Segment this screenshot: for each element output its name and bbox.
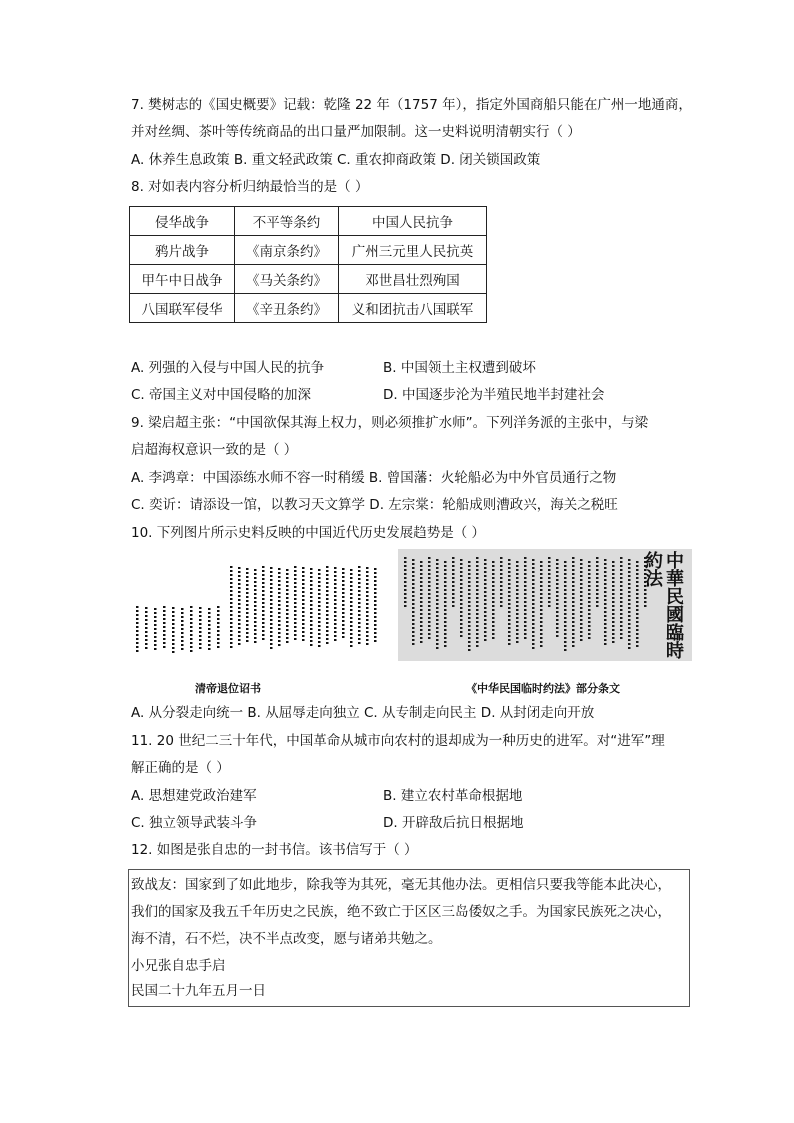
q7-options: A. 休养生息政策 B. 重文轻武政策 C. 重农抑商政策 D. 闭关锁国政策 (131, 152, 541, 168)
q11-option-c: C. 独立领导武装斗争 (131, 815, 258, 831)
q8-option-d: D. 中国逐步沦为半殖民地半封建社会 (383, 387, 605, 403)
qing-abdication-edict-image (130, 556, 392, 664)
letter-signature: 小兄张自忠手启 (131, 958, 226, 974)
table-cell: 八国联军侵华 (130, 294, 235, 323)
q11-option-d: D. 开辟敌后抗日根据地 (383, 815, 524, 831)
q10-options: A. 从分裂走向统一 B. 从屈辱走向独立 C. 从专制走向民主 D. 从封闭走向开放 (131, 705, 595, 721)
table-cell: 甲午中日战争 (130, 265, 235, 294)
q7-stem-line1: 7. 樊树志的《国史概要》记载：乾隆 22 年（1757 年），指定外国商船只能在广州一地通商， (131, 97, 692, 113)
q8-option-a: A. 列强的入侵与中国人民的抗争 (131, 360, 325, 376)
table-cell: 邓世昌壮烈殉国 (339, 265, 487, 294)
q9-options-cd: C. 奕䜣：请添设一馆，以教习天文算学 D. 左宗棠：轮船成则漕政兴，海关之税旺 (131, 497, 618, 513)
table-header-cell: 不平等条约 (235, 207, 339, 236)
q9-options-ab: A. 李鸿章：中国添练水师不容一时稍缓 B. 曾国藩：火轮船必为中外官员通行之物 (131, 470, 617, 486)
q11-stem-line2: 解正确的是（ ） (131, 760, 230, 776)
q9-stem-line2: 启超海权意识一致的是（ ） (131, 442, 298, 458)
provisional-constitution-image (398, 549, 692, 661)
table-cell: 《辛丑条约》 (235, 294, 339, 323)
q8-option-c: C. 帝国主义对中国侵略的加深 (131, 387, 312, 403)
table-cell: 《马关条约》 (235, 265, 339, 294)
table-cell: 广州三元里人民抗英 (339, 236, 487, 265)
table-cell: 鸦片战争 (130, 236, 235, 265)
letter-date: 民国二十九年五月一日 (131, 983, 266, 999)
table-cell: 《南京条约》 (235, 236, 339, 265)
letter-line: 海不清，石不烂，决不半点改变，愿与诸弟共勉之。 (131, 931, 442, 947)
q12-stem: 12. 如图是张自忠的一封书信。该书信写于（ ） (131, 842, 418, 858)
table-row (130, 265, 487, 294)
table-header-cell: 中国人民抗争 (339, 207, 487, 236)
provisional-constitution-title: 中華民國臨時約法 (642, 551, 684, 659)
q7-stem-line2: 并对丝绸、茶叶等传统商品的出口量严加限制。这一史料说明清朝实行（ ） (131, 124, 581, 140)
q10-stem: 10. 下列图片所示史料反映的中国近代历史发展趋势是（ ） (131, 525, 486, 541)
zhang-zizhong-letter-box (128, 869, 690, 1007)
table-cell: 义和团抗击八国联军 (339, 294, 487, 323)
caption-qing-abdication: 清帝退位诏书 (195, 682, 261, 695)
letter-line: 我们的国家及我五千年历史之民族，绝不致亡于区区三岛倭奴之手。为国家民族死之决心， (131, 904, 671, 920)
q11-option-b: B. 建立农村革命根据地 (383, 788, 523, 804)
q9-stem-line1: 9. 梁启超主张：“中国欲保其海上权力，则必须推扩水师”。下列洋务派的主张中，与梁 (131, 415, 649, 431)
q8-stem: 8. 对如表内容分析归纳最恰当的是（ ） (131, 179, 369, 195)
table-row (130, 236, 487, 265)
table-header-row (130, 207, 487, 236)
q8-option-b: B. 中国领土主权遭到破坏 (383, 360, 536, 376)
q11-stem-line1: 11. 20 世纪二三十年代，中国革命从城市向农村的退却成为一种历史的进军。对“进军”理 (131, 733, 665, 749)
letter-line: 致战友：国家到了如此地步，除我等为其死，毫无其他办法。更相信只要我等能本此决心， (131, 877, 671, 893)
table-row (130, 294, 487, 323)
q11-option-a: A. 思想建党政治建军 (131, 788, 257, 804)
qing-abdication-edict-scan (130, 556, 392, 664)
caption-provisional-constitution: 《中华民国临时约法》部分条文 (466, 682, 620, 695)
q8-table (129, 206, 487, 323)
table-header-cell: 侵华战争 (130, 207, 235, 236)
